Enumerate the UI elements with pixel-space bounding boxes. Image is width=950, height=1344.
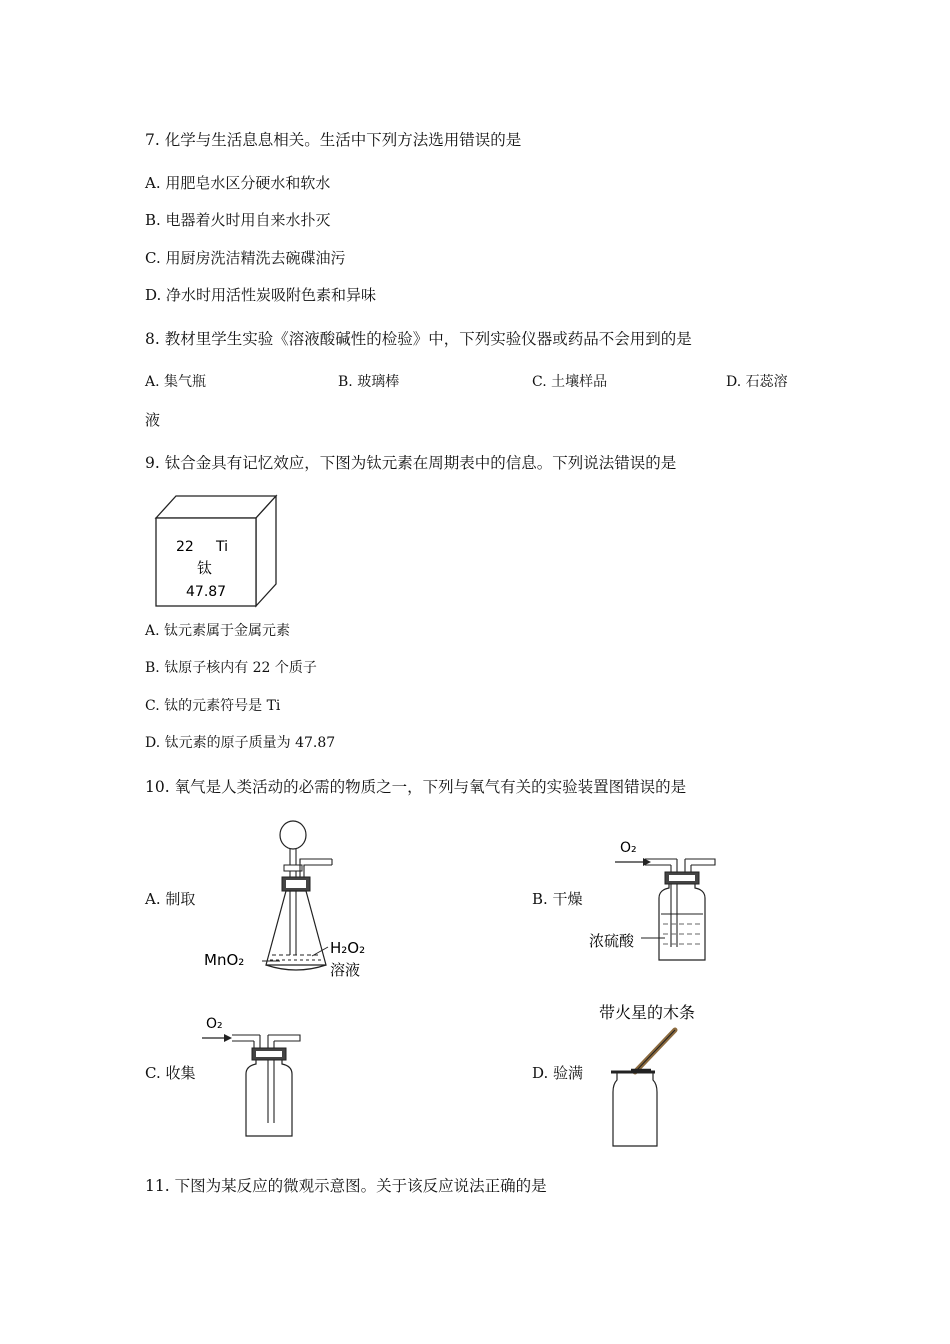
q8-stem: 8. 教材里学生实验《溶液酸碱性的检验》中，下列实验仪器或药品不会用到的是 — [145, 330, 692, 348]
q7-option-b: B. 电器着火时用自来水扑灭 — [145, 211, 331, 229]
q9-option-a: A. 钛元素属于金属元素 — [145, 623, 291, 639]
q10-option-a: A. 制取 — [145, 890, 196, 908]
q7-option-d: D. 净水时用活性炭吸附色素和异味 — [145, 286, 377, 304]
element-atomic-mass: 47.87 — [186, 584, 227, 600]
fig-a-h2o2-label: H₂O₂ — [330, 939, 366, 957]
q8-option-a: A. 集气瓶 — [145, 374, 207, 390]
element-symbol: Ti — [216, 539, 229, 555]
q9-option-d: D. 钛元素的原子质量为 47.87 — [145, 735, 336, 751]
fig-b-drying-apparatus — [585, 832, 725, 967]
fig-a-generation-apparatus — [200, 815, 380, 985]
fig-d-splint-label: 带火星的木条 — [599, 1003, 696, 1022]
q10-option-b: B. 干燥 — [532, 890, 583, 908]
conical-flask — [266, 965, 326, 970]
q11-stem: 11. 下图为某反应的微观示意图。关于该反应说法正确的是 — [145, 1177, 547, 1195]
q8-option-c: C. 土壤样品 — [532, 374, 608, 390]
q7-option-c: C. 用厨房洗洁精洗去碗碟油污 — [145, 249, 346, 267]
q10-stem: 10. 氧气是人类活动的必需的物质之一，下列与氧气有关的实验装置图错误的是 — [145, 778, 687, 796]
q9-stem: 9. 钛合金具有记忆效应，下图为钛元素在周期表中的信息。下列说法错误的是 — [145, 454, 677, 472]
funnel-bulb — [280, 821, 306, 849]
element-cube-figure — [150, 492, 280, 612]
collection-bottle — [246, 1060, 292, 1136]
q9-option-c: C. 钛的元素符号是 Ti — [145, 698, 281, 714]
element-atomic-number: 22 — [176, 539, 194, 555]
fig-b-o2-label: O₂ — [620, 840, 637, 856]
q7-option-a: A. 用肥皂水区分硬水和软水 — [145, 174, 331, 192]
q8-option-d: D. 石蕊溶 — [726, 374, 788, 390]
q10-option-d: D. 验满 — [532, 1064, 584, 1082]
fig-a-solution-label: 溶液 — [330, 961, 361, 979]
q8-option-b: B. 玻璃棒 — [338, 374, 400, 390]
fig-d-full-test-apparatus — [595, 1000, 725, 1150]
fig-a-mno2-label: MnO₂ — [204, 951, 245, 969]
q8-option-d-wrap: 液 — [145, 411, 161, 429]
fig-c-o2-label: O₂ — [206, 1016, 223, 1032]
cube-top-face — [156, 496, 276, 518]
washing-bottle — [659, 884, 705, 960]
q9-option-b: B. 钛原子核内有 22 个质子 — [145, 660, 317, 676]
q7-stem: 7. 化学与生活息息相关。生活中下列方法选用错误的是 — [145, 131, 522, 149]
fig-b-acid-label: 浓硫酸 — [589, 932, 635, 950]
q10-option-c: C. 收集 — [145, 1064, 196, 1082]
element-name: 钛 — [197, 559, 213, 577]
funnel-stopcock — [284, 865, 302, 871]
fig-c-collection-apparatus — [200, 1008, 340, 1143]
gas-jar — [613, 1072, 657, 1146]
